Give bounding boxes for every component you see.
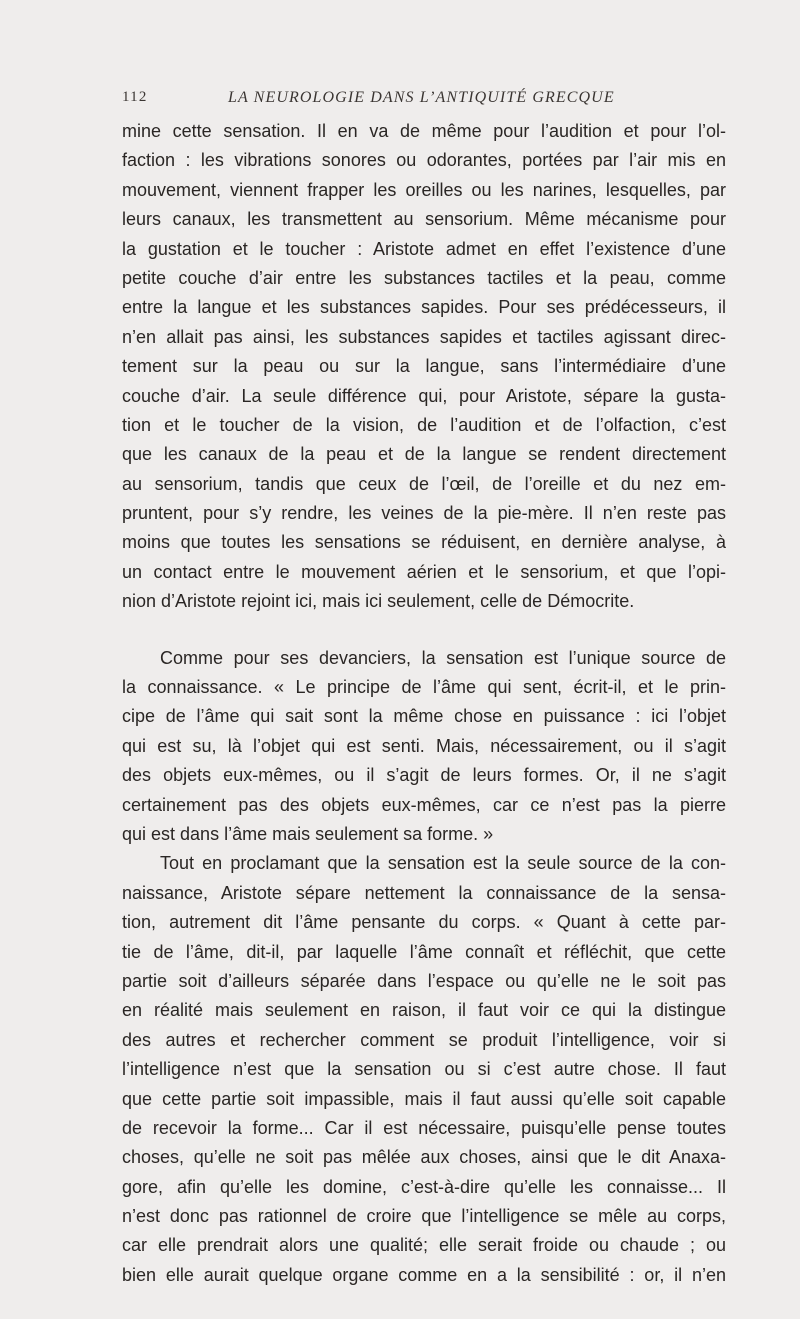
text-line: que les canaux de la peau et de la langue se rendent directement xyxy=(122,444,726,465)
text-line: nion d’Aristote rejoint ici, mais ici seulement, celle de Démocrite. xyxy=(122,591,635,612)
text-line: qui est dans l’âme mais seulement sa forme. » xyxy=(122,823,494,844)
text-line: n’est donc pas rationnel de croire que l’intelligence se mêle au corps, xyxy=(122,1206,726,1227)
text-line: au sensorium, tandis que ceux de l’œil, de l’oreille et du nez em- xyxy=(122,473,726,494)
text-line: tement sur la peau ou sur la langue, sans l’intermédiaire d’une xyxy=(122,356,726,377)
text-line: certainement pas des objets eux-mêmes, car ce n’est pas la pierre xyxy=(122,794,726,815)
text-line: moins que toutes les sensations se réduisent, en dernière analyse, à xyxy=(122,532,726,553)
text-line: pruntent, pour s’y rendre, les veines de la pie-mère. Il n’en reste pas xyxy=(122,503,726,524)
running-head xyxy=(122,89,722,113)
text-line: tion et le toucher de la vision, de l’audition et de l’olfaction, c’est xyxy=(122,414,726,435)
text-line: choses, qu’elle ne soit pas mêlée aux choses, ainsi que le dit Anaxa- xyxy=(122,1147,726,1168)
page-number: 112 xyxy=(122,89,148,105)
text-line: la connaissance. « Le principe de l’âme qui sent, écrit-il, et le prin- xyxy=(122,677,726,698)
text-line: faction : les vibrations sonores ou odorantes, portées par l’air mis en xyxy=(122,150,726,171)
text-line: de recevoir la forme... Car il est nécessaire, puisqu’elle pense toutes xyxy=(122,1117,726,1138)
text-line: des objets eux-mêmes, ou il s’agit de leurs formes. Or, il ne s’agit xyxy=(122,765,726,786)
text-line: partie soit d’ailleurs séparée dans l’espace ou qu’elle ne le soit pas xyxy=(122,970,726,991)
text-line: tie de l’âme, dit-il, par laquelle l’âme connaît et réfléchit, que cette xyxy=(122,941,726,962)
text-line: bien elle aurait quelque organe comme en a la sensibilité : or, il n’en xyxy=(122,1264,726,1285)
text-line: Comme pour ses devanciers, la sensation est l’unique source de xyxy=(160,647,726,668)
text-line: Tout en proclamant que la sensation est la seule source de la con- xyxy=(160,853,726,874)
text-line: mouvement, viennent frapper les oreilles ou les narines, lesquelles, par xyxy=(122,179,726,200)
text-line: mine cette sensation. Il en va de même pour l’audition et pour l’ol- xyxy=(122,121,726,141)
text-line: naissance, Aristote sépare nettement la connaissance de la sensa- xyxy=(122,882,726,903)
text-line: gore, afin qu’elle les domine, c’est-à-dire qu’elle les connaisse... Il xyxy=(122,1176,726,1197)
text-line: la gustation et le toucher : Aristote admet en effet l’existence d’une xyxy=(122,238,726,259)
text-line: des autres et rechercher comment se produit l’intelligence, voir si xyxy=(122,1029,726,1050)
paragraph-gap xyxy=(122,617,726,644)
text-line: car elle prendrait alors une qualité; elle serait froide ou chaude ; ou xyxy=(122,1235,726,1256)
paragraph-1 xyxy=(122,117,726,617)
text-line: petite couche d’air entre les substances tactiles et la peau, comme xyxy=(122,267,726,288)
text-line: en réalité mais seulement en raison, il faut voir ce qui la distingue xyxy=(122,1000,726,1021)
body-text xyxy=(122,117,726,1290)
paragraph-3 xyxy=(122,849,726,1290)
text-line: leurs canaux, les transmettent au sensorium. Même mécanisme pour xyxy=(122,209,726,230)
text-line: couche d’air. La seule différence qui, pour Aristote, sépare la gusta- xyxy=(122,385,726,406)
text-line: cipe de l’âme qui sait sont la même chose en puissance : ici l’objet xyxy=(122,706,726,727)
text-line: entre la langue et les substances sapides. Pour ses prédécesseurs, il xyxy=(122,297,726,318)
running-title: LA NEUROLOGIE DANS L’ANTIQUITÉ GRECQUE xyxy=(228,89,615,106)
text-line: qui est su, là l’objet qui est senti. Mais, nécessairement, ou il s’agit xyxy=(122,735,726,756)
paragraph-2 xyxy=(122,644,726,850)
text-line: un contact entre le mouvement aérien et le sensorium, et que l’opi- xyxy=(122,561,726,582)
text-line: l’intelligence n’est que la sensation ou si c’est autre chose. Il faut xyxy=(122,1059,726,1080)
text-line: que cette partie soit impassible, mais il faut aussi qu’elle soit capable xyxy=(122,1088,726,1109)
text-line: n’en allait pas ainsi, les substances sapides et tactiles agissant direc- xyxy=(122,326,726,347)
text-line: tion, autrement dit l’âme pensante du corps. « Quant à cette par- xyxy=(122,912,726,933)
